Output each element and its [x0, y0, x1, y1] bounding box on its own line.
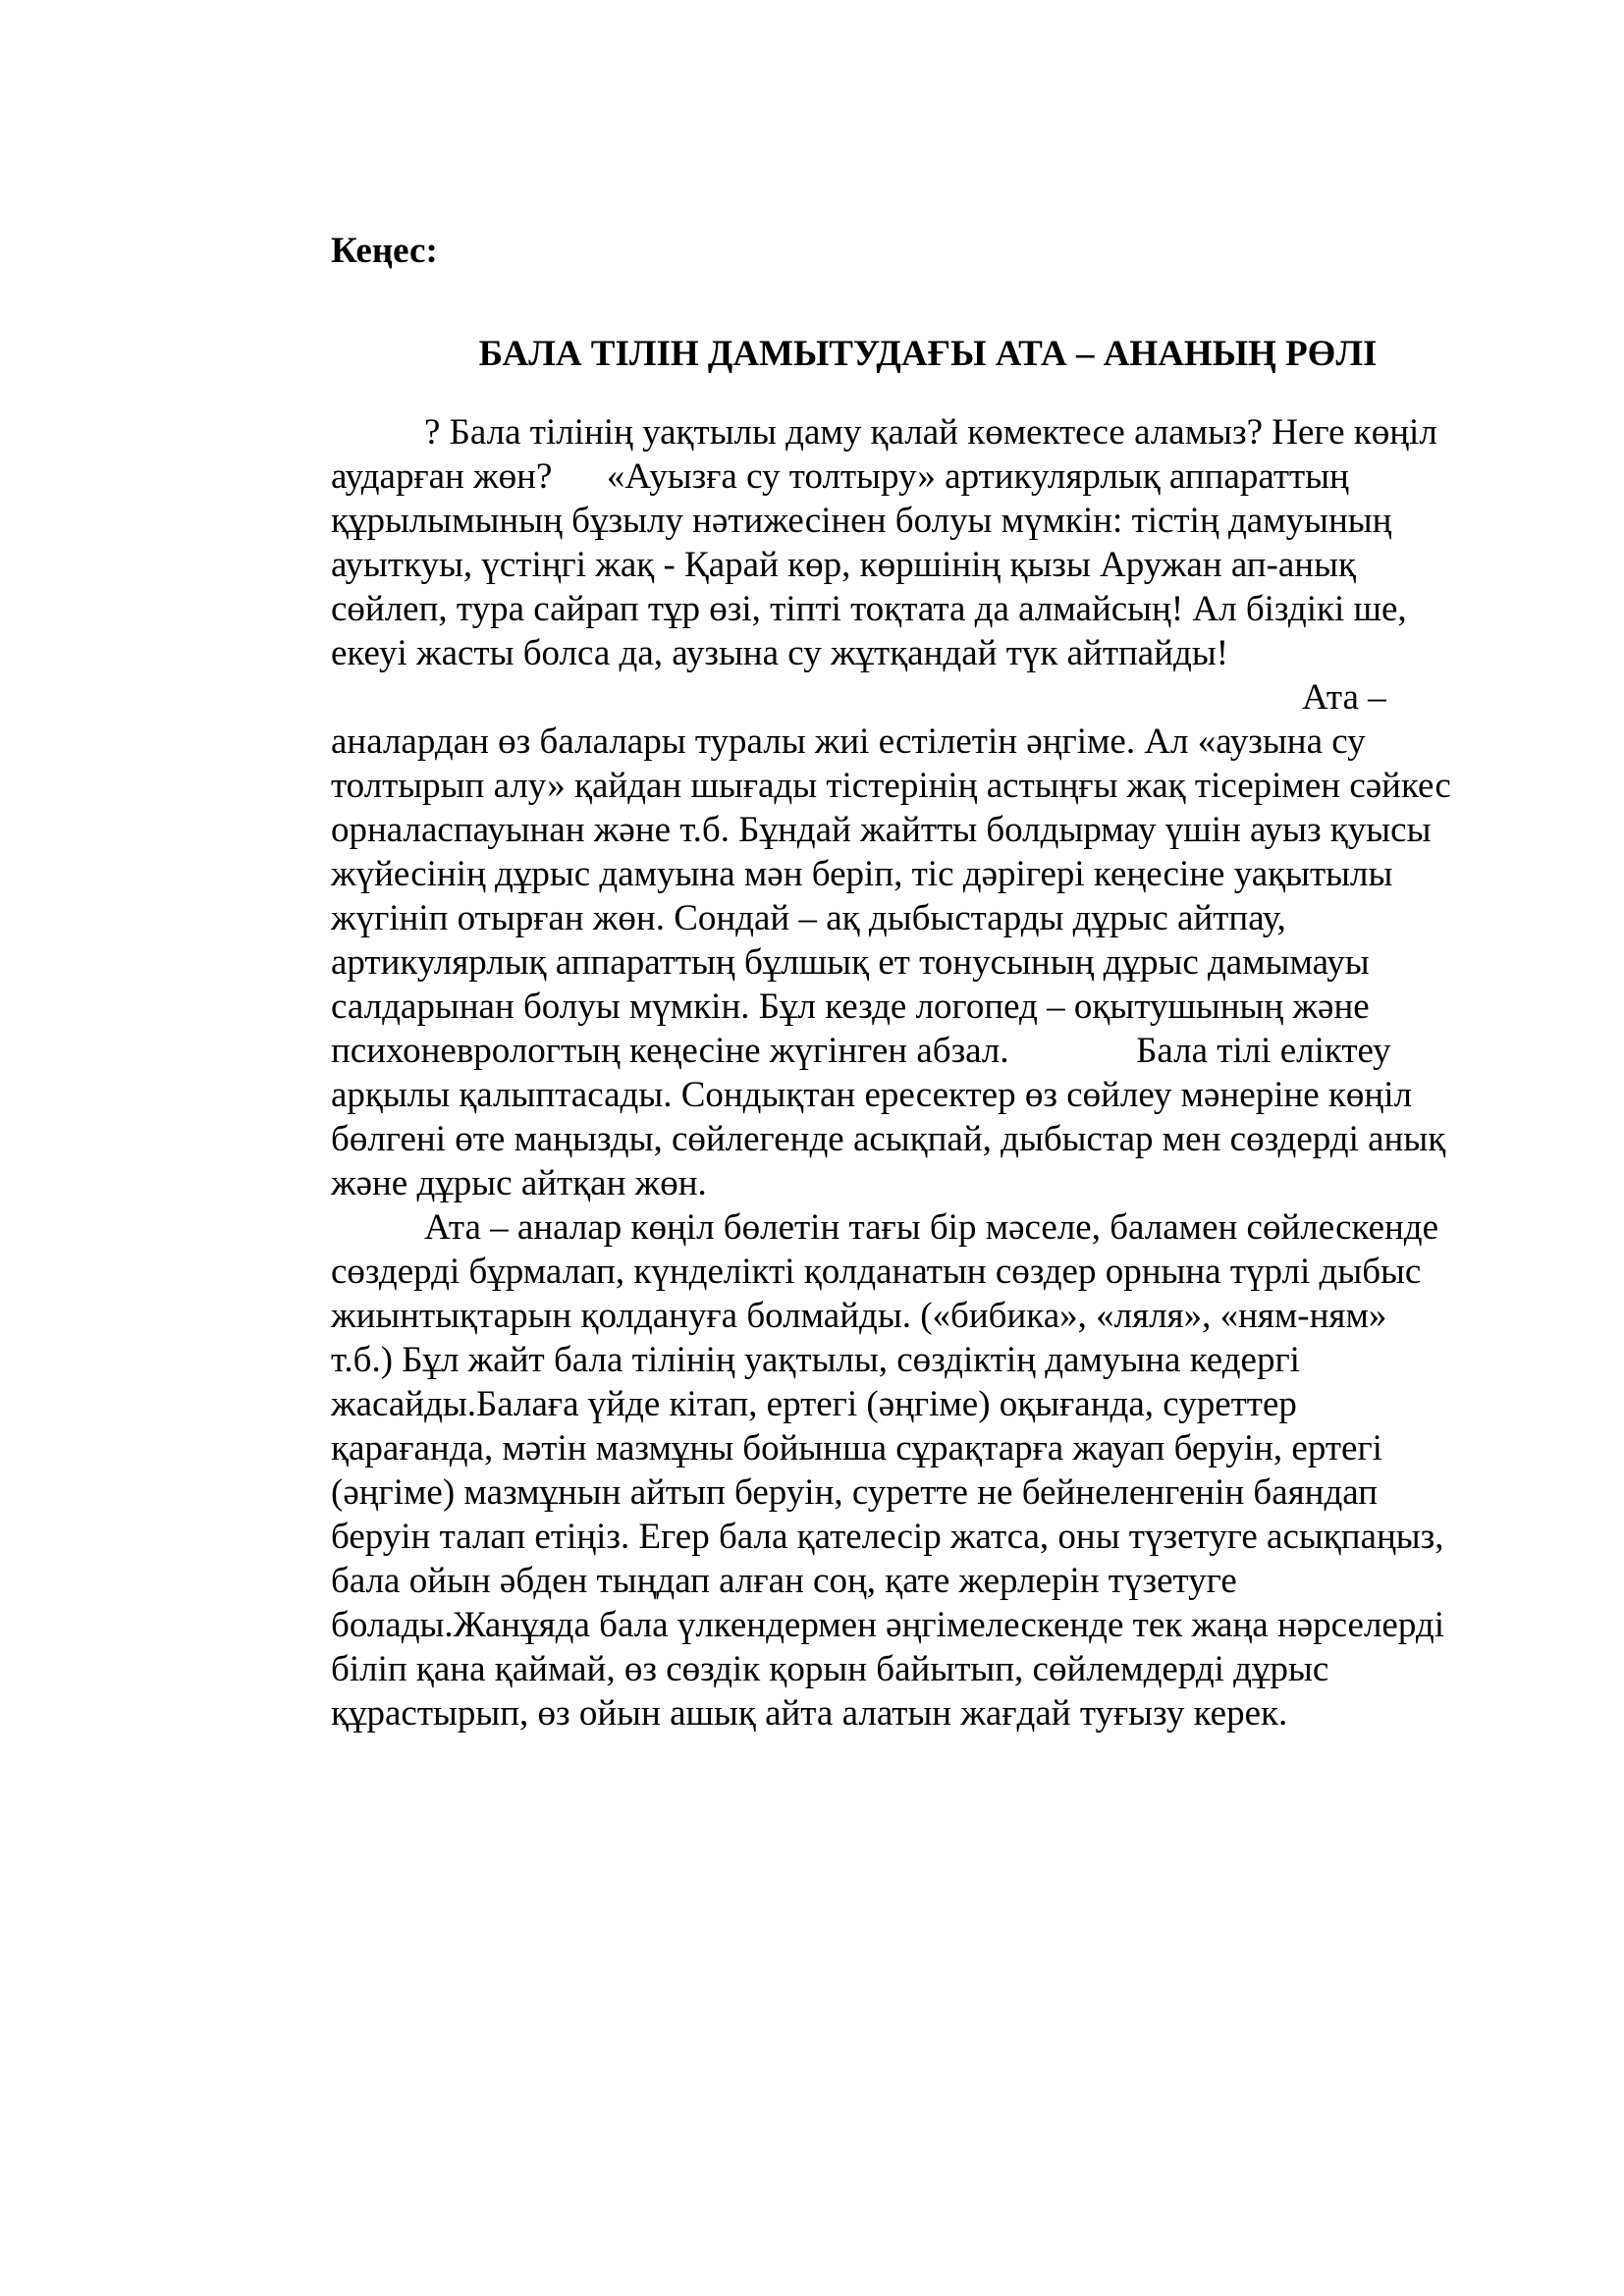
- body-text-line: және дұрыс айтқан жөн.: [331, 1163, 707, 1203]
- body-text-line: жасайды.Балаға үйде кітап, ертегі (әңгіме) оқығанда, суреттер: [331, 1384, 1297, 1424]
- body-text-line: Ата – аналар көңіл бөлетін тағы бір мәселе, баламен сөйлескенде: [424, 1207, 1439, 1248]
- body-text-line: психоневрологтың кеңесіне жүгінген абзал. Бала тілі еліктеу: [331, 1031, 1391, 1071]
- body-text-line: беруін талап етіңіз. Егер бала қателесір жатса, оны түзетуге асықпаңыз,: [331, 1517, 1444, 1557]
- body-text-line: артикулярлық аппараттың бұлшық ет тонусының дұрыс дамымауы: [331, 942, 1370, 983]
- body-text-line: салдарынан болуы мүмкін. Бұл кезде логопед – оқытушының және: [331, 987, 1370, 1027]
- document-content: [331, 229, 1525, 1735]
- body-text-line: біліп қана қаймай, өз сөздік қорын байытып, сөйлемдерді дұрыс: [331, 1649, 1329, 1689]
- body-text-line: қарағанда, мәтін мазмұны бойынша сұрақтарға жауап беруін, ертегі: [331, 1428, 1382, 1468]
- body-text-line: сөздерді бұрмалап, күнделікті қолданатын сөздер орнына түрлі дыбыс: [331, 1252, 1422, 1292]
- body-text-line: екеуі жасты болса да, аузына су жұтқандай түк айтпайды!: [331, 633, 1229, 673]
- body-text-line: сөйлеп, тура сайрап тұр өзі, тіпті тоқтата да алмайсың! Ал біздікі ше,: [331, 589, 1407, 629]
- body-text-line: орналаспауынан және т.б. Бұндай жайтты болдырмау үшін ауыз қуысы: [331, 810, 1432, 850]
- body-text-line: жүйесінің дұрыс дамуына мән беріп, тіс дәрігері кеңесіне уақытылы: [331, 854, 1393, 894]
- body-text-line: құрылымының бұзылу нәтижесінен болуы мүмкін: тістің дамуының: [331, 501, 1392, 541]
- body-text-line: ? Бала тілінің уақтылы даму қалай көмектесе аламыз? Неге көңіл: [424, 412, 1437, 453]
- body-text-line: бөлгені өте маңызды, сөйлегенде асықпай, дыбыстар мен сөздерді анық: [331, 1119, 1446, 1159]
- body-text-line: болады.Жанұяда бала үлкендермен әңгімелескенде тек жаңа нәрселерді: [331, 1605, 1444, 1645]
- body-text-line: жиынтықтарын қолдануға болмайды. («бибика», «ляля», «ням-ням»: [331, 1296, 1387, 1336]
- body-text-line: арқылы қалыптасады. Сондықтан ересектер өз сөйлеу мәнеріне көңіл: [331, 1075, 1412, 1115]
- body-text-line: т.б.) Бұл жайт бала тілінің уақтылы, сөздіктің дамуына кедергі: [331, 1340, 1300, 1380]
- body-text-line: аударған жөн? «Ауызға су толтыру» артикулярлық аппараттың: [331, 456, 1349, 497]
- document-label: Кеңес:: [331, 231, 438, 271]
- body-text-line: (әңгіме) мазмұнын айтып беруін, суретте не бейнеленгенін баяндап: [331, 1472, 1379, 1513]
- body-text-line: құрастырып, өз ойын ашық айта алатын жағдай туғызу керек.: [331, 1693, 1288, 1734]
- document-title: БАЛА ТІЛІН ДАМЫТУДАҒЫ АТА – АНАНЫҢ РӨЛІ: [478, 334, 1378, 374]
- body-text-line: толтырып алу» қайдан шығады тістерінің астыңғы жақ тісерімен сәйкес: [331, 766, 1451, 806]
- body-text-line: жүгініп отырған жөн. Сондай – ақ дыбыстарды дұрыс айтпау,: [331, 898, 1286, 938]
- body-text-line: бала ойын әбден тыңдап алған соң, қате жерлерін түзетуге: [331, 1561, 1237, 1601]
- body-text-line: Ата –: [1302, 677, 1386, 718]
- body-text-line: аналардан өз балалары туралы жиі естілетін әңгіме. Ал «аузына су: [331, 721, 1366, 762]
- body-text-line: ауыткуы, үстіңгі жақ - Қарай көр, көршінің қызы Аружан ап-анық: [331, 545, 1356, 585]
- document-body: [331, 410, 1525, 1735]
